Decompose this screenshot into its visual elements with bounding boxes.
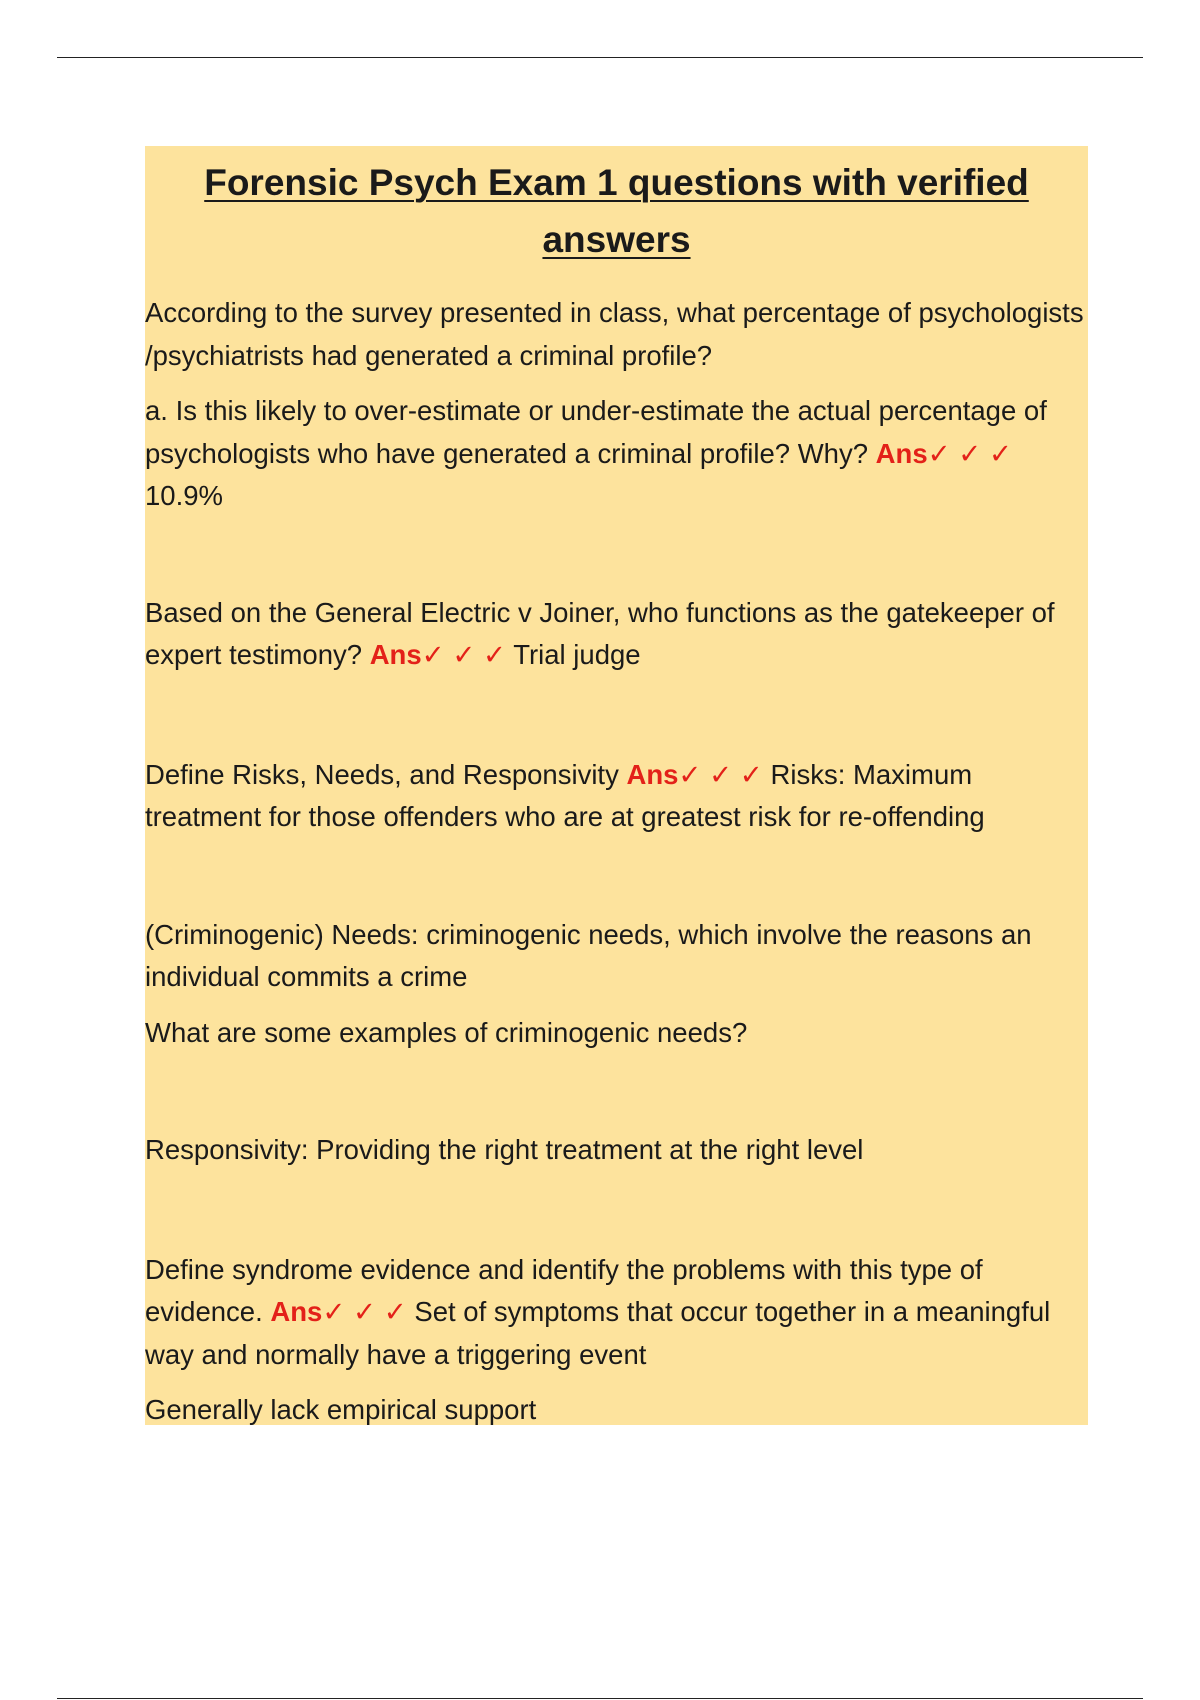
answer-text: Trial judge (513, 639, 641, 670)
question-gatekeeper (145, 592, 1088, 677)
answer-marker (626, 759, 762, 790)
answer-label: Ans (369, 639, 422, 670)
question-syndrome-evidence (145, 1249, 1088, 1377)
question-text: Define syndrome evidence and identify the problems with this type of evidence. (145, 1253, 983, 1327)
paragraph-empirical-support (145, 1389, 1088, 1432)
question-estimate (145, 390, 1088, 518)
body-text: Responsivity: Providing the right treatment at the right level (145, 1134, 864, 1165)
check-mark-icon: ✓ ✓ ✓ (322, 1296, 407, 1327)
answer-text: 10.9% (145, 480, 223, 511)
paragraph-criminogenic-examples (145, 1012, 1088, 1055)
answer-label: Ans (875, 437, 928, 469)
answer-text: Set of symptoms that occur together in a meaningful way and normally have a triggering event (145, 1296, 1051, 1370)
check-mark-icon: ✓ ✓ ✓ (927, 437, 1013, 469)
question-text: a. Is this likely to over-estimate or under-estimate the actual percentage of psychologists who have generated a criminal profile? Why? (145, 395, 1047, 469)
body-text: Generally lack empirical support (145, 1394, 537, 1425)
paragraph-criminogenic-needs (145, 914, 1088, 999)
footer-rule (57, 1698, 1143, 1699)
question-text: Based on the General Electric v Joiner, who functions as the gatekeeper of expert testimony? (145, 596, 1055, 670)
question-risks-needs-responsivity (145, 754, 1088, 839)
body-text: What are some examples of criminogenic needs? (145, 1016, 748, 1048)
body-text: (Criminogenic) Needs: criminogenic needs, which involve the reasons an individual commits a crime (145, 918, 1032, 992)
answer-marker (876, 438, 1012, 469)
answer-label: Ans (270, 1296, 323, 1327)
answer-marker (270, 1296, 406, 1327)
question-text: Define Risks, Needs, and Responsivity (145, 758, 619, 790)
question-text: According to the survey presented in class, what percentage of psychologists /psychiatrists had generated a criminal profile? (145, 297, 1084, 371)
check-mark-icon: ✓ ✓ ✓ (678, 758, 763, 790)
answer-text: Risks: Maximum treatment for those offenders who are at greatest risk for re-offending (145, 758, 985, 832)
answer-marker (370, 639, 506, 670)
question-survey-percentage (145, 292, 1088, 377)
highlighted-content-panel (145, 146, 1088, 1425)
document-title: Forensic Psych Exam 1 questions with verified answers (204, 162, 1029, 260)
header-rule (57, 57, 1143, 58)
paragraph-responsivity (145, 1129, 1088, 1172)
check-mark-icon: ✓ ✓ ✓ (421, 639, 507, 670)
answer-label: Ans (626, 758, 679, 790)
